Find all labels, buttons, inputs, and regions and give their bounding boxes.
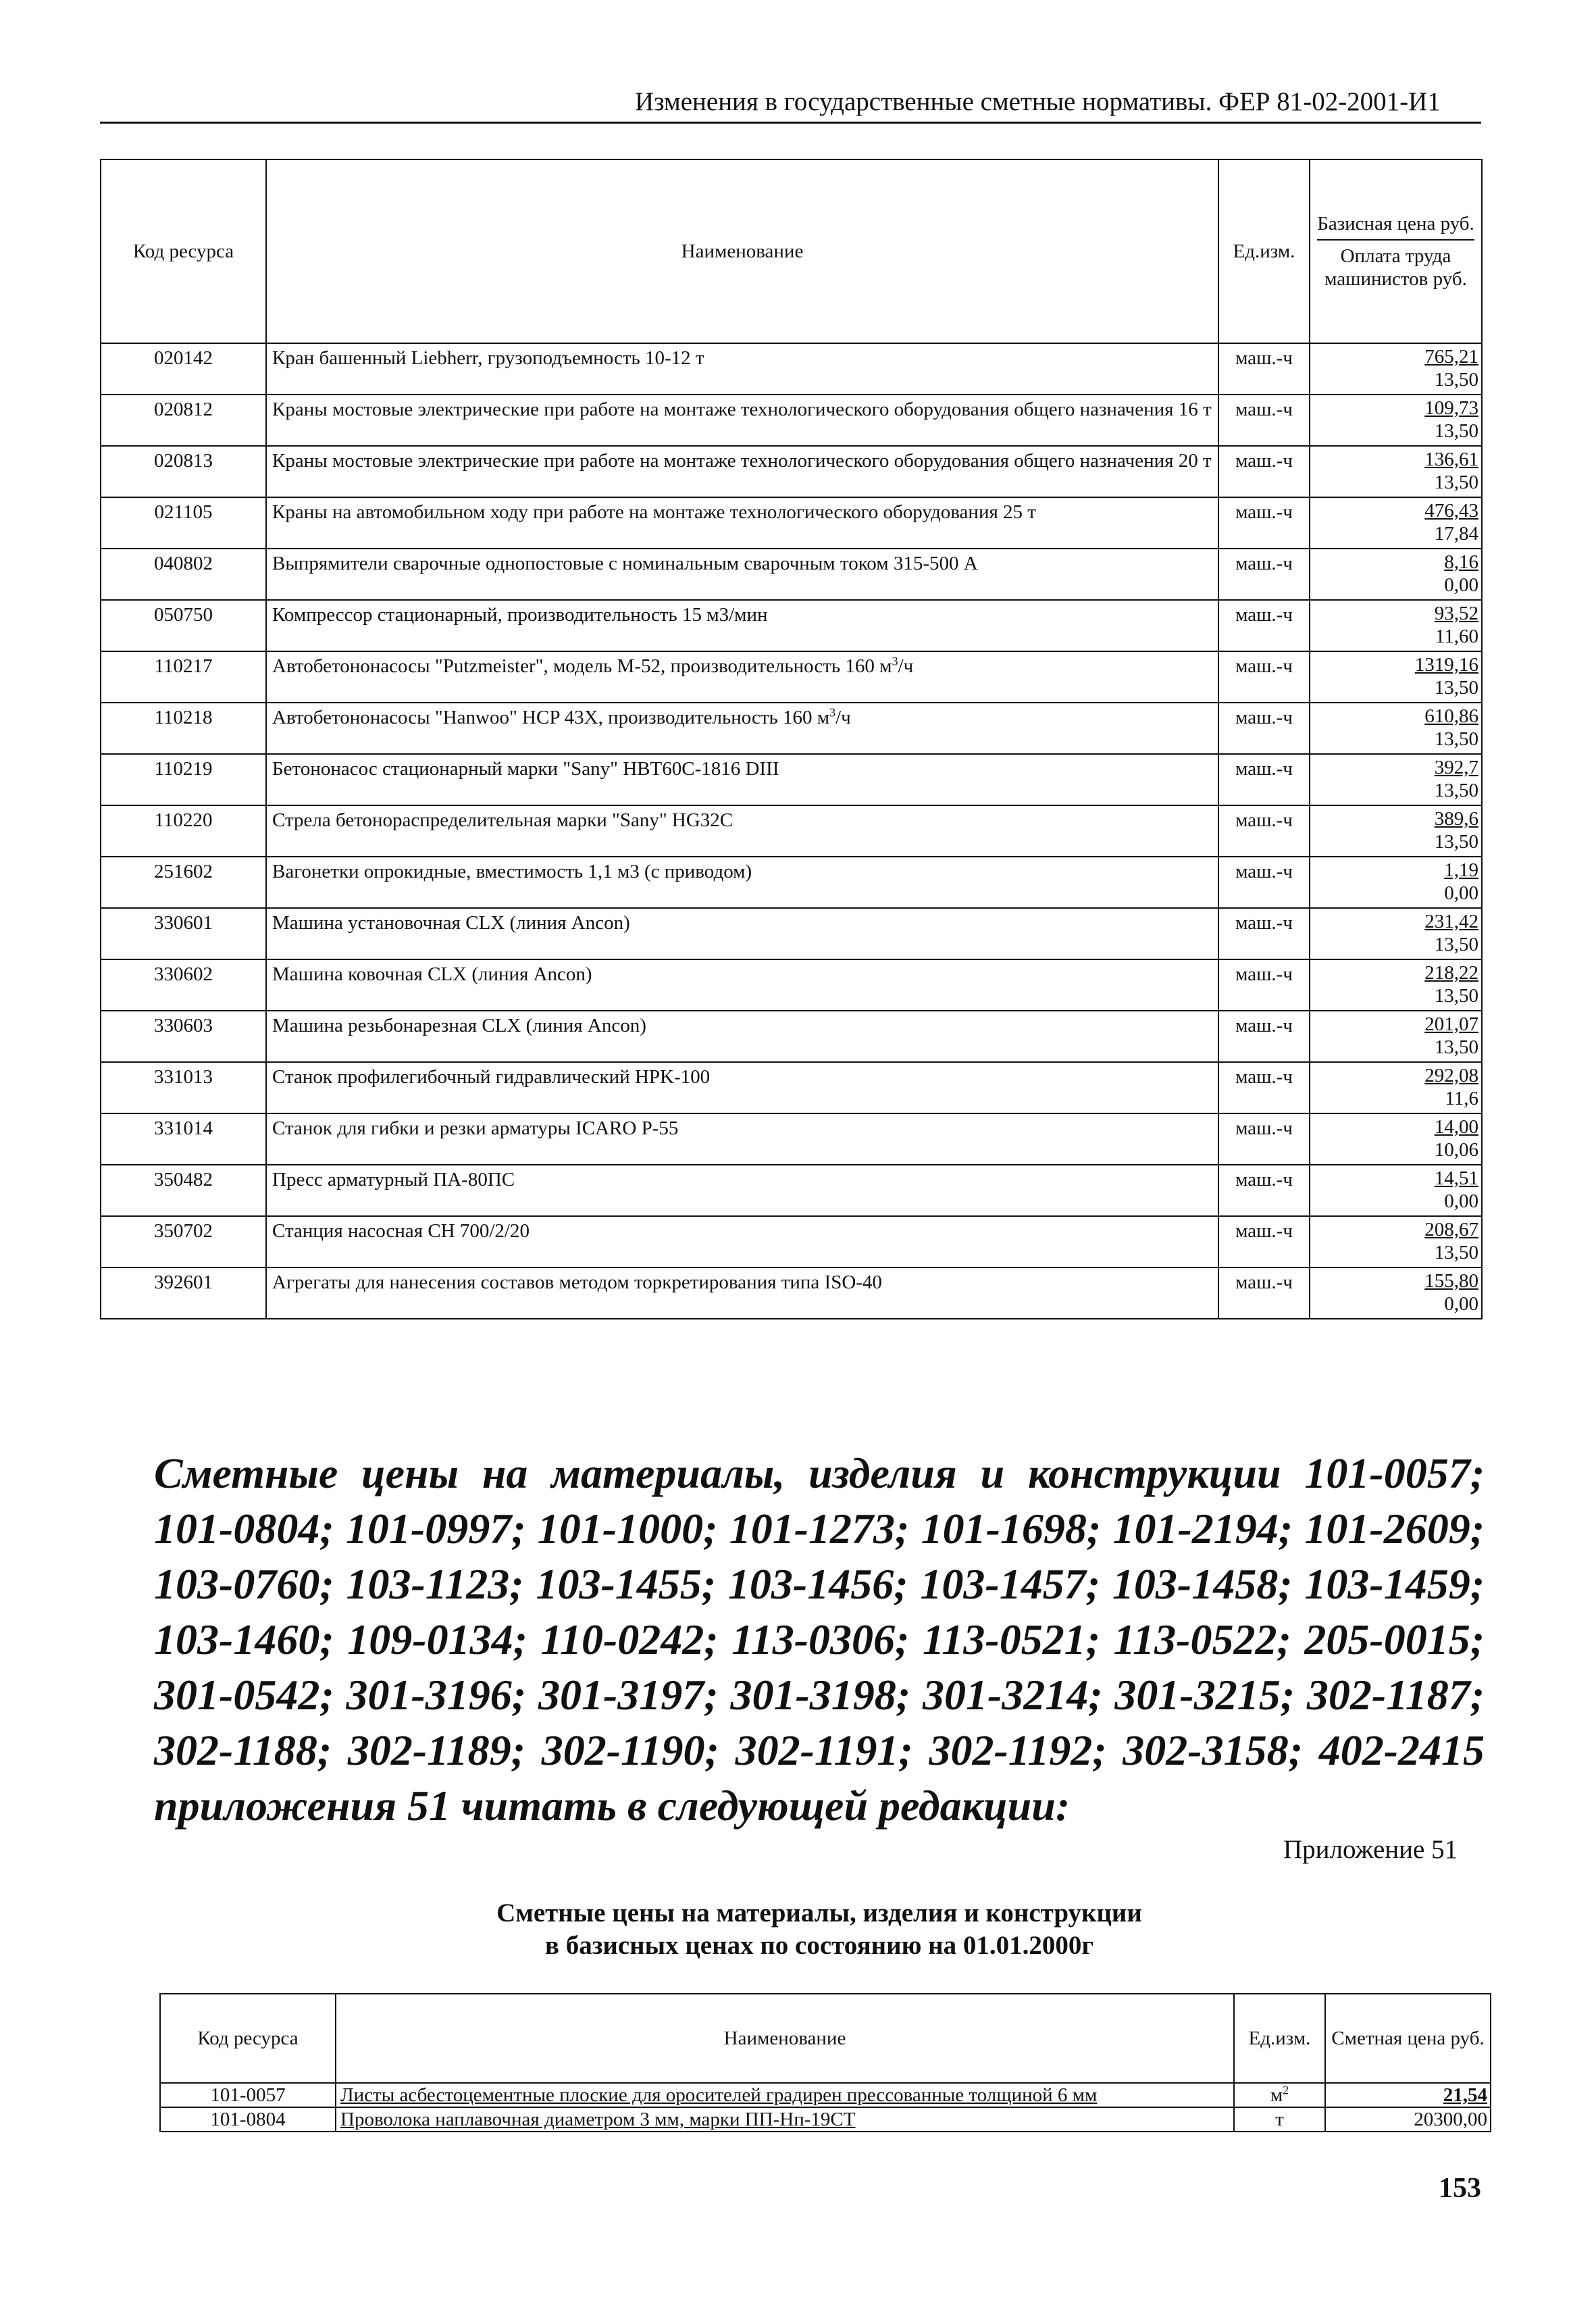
base-price: 218,22 [1424,962,1478,984]
material-code: 101-0804 [160,2107,336,2132]
material-price: 20300,00 [1325,2107,1491,2132]
resource-name-text: Агрегаты для нанесения составов методом торкретирования типа ISO-40 [272,1272,882,1293]
resource-unit: маш.-ч [1218,1267,1310,1319]
resource-price-cell [1310,651,1482,703]
base-price: 389,6 [1434,808,1478,830]
resource-name-text: Пресс арматурный ПА-80ПС [272,1169,515,1190]
base-price: 765,21 [1424,346,1478,368]
table-row [101,805,1482,857]
materials-table-header [160,1994,1491,2083]
operator-labor-cost: 13,50 [1434,728,1478,750]
operator-labor-cost: 13,50 [1434,780,1478,801]
table-row [101,754,1482,805]
resource-code: 331014 [101,1113,266,1165]
material-name: Проволока наплавочная диаметром 3 мм, марки ПП-Нп-19СТ [336,2107,1234,2132]
resource-name-text: Компрессор стационарный, производительность 15 м3/мин [272,604,768,626]
resource-name-text: Кран башенный Liebherr, грузоподъемность 10-12 т [272,347,704,369]
material-price: 21,54 [1325,2083,1491,2107]
section-heading: Сметные цены на материалы, изделия и конструкции 101-0057; 101-0804; 101-0997; 101-1000; 101-1273; 101-1698; 101-2194; 101-2609; 103-0760; 103-1123; 103-1455; 103-1456; 103-1457; 103-1458; 103-1459; 103-1460; 109-0134; 110-0242; 113-0306; 113-0521; 113-0522; 205-0015; 301-0542; 301-3196; 301-3197; 301-3198; 301-3214; 301-3215; 302-1187; 302-1188; 302-1189; 302-1190; 302-1191; 302-1192; 302-3158; 402-2415 приложения 51 читать в следующей редакции: [154,1449,1485,1830]
operator-labor-cost: 13,50 [1434,831,1478,853]
table-row [101,1011,1482,1062]
resource-name-text: Станция насосная СН 700/2/20 [272,1220,530,1242]
resource-name [266,497,1218,549]
resource-name [266,395,1218,446]
resource-name-text: Автобетононасосы "Putzmeister", модель М-52, производительность 160 м [272,655,892,677]
mat-header-code: Код ресурса [160,1994,336,2083]
base-price: 155,80 [1424,1270,1478,1292]
resource-name-sup: 3 [829,705,836,720]
operator-labor-cost: 13,50 [1434,369,1478,391]
resource-name-text: Краны мостовые электрические при работе на монтаже технологического оборудования общего назначения 20 т [272,450,1212,472]
resource-price-cell [1310,1062,1482,1113]
resource-code: 110218 [101,703,266,754]
resource-code: 392601 [101,1267,266,1319]
resource-unit: маш.-ч [1218,497,1310,549]
resource-name-text: Автобетононасосы "Hanwoo" HCP 43X, производительность 160 м [272,707,830,728]
machines-table-header [101,159,1482,343]
resource-price-cell [1310,497,1482,549]
resource-price-cell [1310,1011,1482,1062]
table-row [101,446,1482,497]
resource-name [266,1267,1218,1319]
base-price: 231,42 [1424,911,1478,932]
table-row [101,1165,1482,1216]
resource-name-text: Машина резьбонарезная CLX (линия Ancon) [272,1015,646,1036]
operator-labor-cost: 13,50 [1434,677,1478,699]
table-row [101,497,1482,549]
base-price: 8,16 [1444,551,1478,573]
table-row [101,343,1482,395]
resource-name-tail: /ч [835,707,851,728]
table-row [101,549,1482,600]
resource-name-text: Машина ковочная CLX (линия Ancon) [272,963,592,985]
resource-name [266,651,1218,703]
table-row [160,2083,1491,2107]
resource-code: 330603 [101,1011,266,1062]
header-unit: Ед.изм. [1218,159,1310,343]
resource-unit: маш.-ч [1218,1113,1310,1165]
resource-price-cell [1310,549,1482,600]
operator-labor-cost: 0,00 [1444,574,1478,596]
material-unit [1234,2083,1325,2107]
resource-code: 020142 [101,343,266,395]
resource-unit: маш.-ч [1218,805,1310,857]
resource-name [266,805,1218,857]
page-number: 153 [1439,2173,1481,2204]
mat-header-price: Сметная цена руб. [1325,1994,1491,2083]
table-row [101,703,1482,754]
resource-name-text: Машина установочная CLX (линия Ancon) [272,912,630,934]
resource-name-text: Вагонетки опрокидные, вместимость 1,1 м3 (с приводом) [272,861,752,882]
resource-unit: маш.-ч [1218,1011,1310,1062]
resource-unit: маш.-ч [1218,703,1310,754]
operator-labor-cost: 0,00 [1444,882,1478,904]
resource-price-cell [1310,703,1482,754]
table-row [101,395,1482,446]
operator-labor-cost: 10,06 [1434,1139,1478,1161]
resource-price-cell [1310,754,1482,805]
table-row [101,1062,1482,1113]
materials-table-body [160,2083,1491,2132]
base-price: 109,73 [1424,397,1478,419]
header-name: Наименование [266,159,1218,343]
running-header: Изменения в государственные сметные нормативы. ФЕР 81-02-2001-И1 [635,87,1441,116]
resource-price-cell [1310,908,1482,959]
table-row [101,959,1482,1011]
resource-unit: маш.-ч [1218,651,1310,703]
header-rule [100,122,1481,124]
resource-price-cell [1310,1165,1482,1216]
base-price: 136,61 [1424,449,1478,470]
resource-unit: маш.-ч [1218,446,1310,497]
resource-name-text: Стрела бетонораспределительная марки "Sany" HG32C [272,809,733,831]
resource-code: 110217 [101,651,266,703]
table-row [101,1216,1482,1267]
base-price: 1,19 [1444,859,1478,881]
resource-price-cell [1310,959,1482,1011]
operator-labor-cost: 13,50 [1434,472,1478,493]
resource-price-cell [1310,600,1482,651]
material-code: 101-0057 [160,2083,336,2107]
header-price [1310,159,1482,343]
operator-labor-cost: 13,50 [1434,420,1478,442]
resource-name-text: Выпрямители сварочные однопостовые с номинальным сварочным током 315-500 А [272,553,978,574]
resource-name [266,908,1218,959]
resource-unit: маш.-ч [1218,959,1310,1011]
header-price-base: Базисная цена руб. [1317,213,1474,234]
resource-unit: маш.-ч [1218,908,1310,959]
resource-name [266,754,1218,805]
resource-name [266,343,1218,395]
resource-name [266,446,1218,497]
resource-name [266,1216,1218,1267]
resource-unit: маш.-ч [1218,1216,1310,1267]
operator-labor-cost: 11,60 [1435,626,1478,647]
mat-header-name: Наименование [336,1994,1234,2083]
operator-labor-cost: 13,50 [1434,1242,1478,1263]
table-row [101,1113,1482,1165]
resource-name-text: Станок профилегибочный гидравлический HPK-100 [272,1066,711,1088]
resource-name-sup: 3 [892,654,898,668]
resource-price-cell [1310,857,1482,908]
resource-name-text: Краны на автомобильном ходу при работе на монтаже технологического оборудования 25 т [272,501,1036,523]
operator-labor-cost: 0,00 [1444,1293,1478,1315]
resource-code: 330602 [101,959,266,1011]
resource-unit: маш.-ч [1218,1062,1310,1113]
table-row [101,651,1482,703]
resource-unit: маш.-ч [1218,600,1310,651]
operator-labor-cost: 0,00 [1444,1190,1478,1212]
subtitle-line-1: Сметные цены на материалы, изделия и конструкции [496,1898,1142,1928]
base-price: 14,51 [1434,1167,1478,1189]
base-price: 208,67 [1424,1219,1478,1240]
appendix-label: Приложение 51 [1283,1835,1458,1864]
base-price: 610,86 [1424,705,1478,727]
mat-header-unit: Ед.изм. [1234,1994,1325,2083]
materials-table [159,1993,1491,2132]
resource-code: 050750 [101,600,266,651]
material-unit-sup: 2 [1283,2083,1289,2097]
resource-code: 330601 [101,908,266,959]
resource-code: 350702 [101,1216,266,1267]
resource-name [266,1165,1218,1216]
resource-name-tail: /ч [898,655,914,677]
material-unit [1234,2107,1325,2132]
resource-unit: маш.-ч [1218,395,1310,446]
table-row [101,600,1482,651]
base-price: 476,43 [1424,500,1478,522]
resource-price-cell [1310,446,1482,497]
resource-code: 020812 [101,395,266,446]
header-price-divider [1317,239,1474,241]
resource-code: 021105 [101,497,266,549]
resource-unit: маш.-ч [1218,549,1310,600]
resource-name [266,549,1218,600]
material-unit-text: т [1275,2109,1284,2130]
resource-unit: маш.-ч [1218,1165,1310,1216]
table-row [101,857,1482,908]
resource-unit: маш.-ч [1218,343,1310,395]
resource-price-cell [1310,343,1482,395]
base-price: 292,08 [1424,1065,1478,1086]
machines-table-body [101,343,1482,1319]
operator-labor-cost: 11,6 [1445,1088,1478,1109]
base-price: 14,00 [1434,1116,1478,1138]
resource-name [266,1113,1218,1165]
table-subtitle [154,1897,1485,1962]
resource-name [266,857,1218,908]
base-price: 1319,16 [1414,654,1478,676]
table-row [101,908,1482,959]
resource-name [266,1011,1218,1062]
operator-labor-cost: 13,50 [1434,1036,1478,1058]
resource-price-cell [1310,1216,1482,1267]
resource-name [266,600,1218,651]
base-price: 201,07 [1424,1013,1478,1035]
resource-name-text: Станок для гибки и резки арматуры ICARO P-55 [272,1117,679,1139]
resource-name-text: Краны мостовые электрические при работе на монтаже технологического оборудования общего назначения 16 т [272,399,1212,420]
resource-name [266,959,1218,1011]
table-row [160,2107,1491,2132]
operator-labor-cost: 17,84 [1434,523,1478,545]
base-price: 93,52 [1434,603,1478,624]
header-price-labor: Оплата труда машинистов руб. [1324,245,1467,290]
material-unit-text: м [1270,2084,1283,2106]
subtitle-line-2: в базисных ценах по состоянию на 01.01.2000г [544,1931,1094,1960]
resource-price-cell [1310,395,1482,446]
resource-unit: маш.-ч [1218,857,1310,908]
resource-unit: маш.-ч [1218,754,1310,805]
resource-price-cell [1310,805,1482,857]
resource-code: 251602 [101,857,266,908]
base-price: 392,7 [1434,757,1478,778]
resource-code: 350482 [101,1165,266,1216]
resource-price-cell [1310,1267,1482,1319]
operator-labor-cost: 13,50 [1434,934,1478,955]
resource-code: 110220 [101,805,266,857]
operator-labor-cost: 13,50 [1434,985,1478,1007]
resource-code: 110219 [101,754,266,805]
machines-table [100,159,1483,1319]
resource-name [266,1062,1218,1113]
resource-code: 020813 [101,446,266,497]
resource-name-text: Бетононасос стационарный марки "Sany" HBT60C-1816 DIII [272,758,779,780]
table-row [101,1267,1482,1319]
resource-price-cell [1310,1113,1482,1165]
resource-code: 331013 [101,1062,266,1113]
resource-code: 040802 [101,549,266,600]
header-code: Код ресурса [101,159,266,343]
resource-name [266,703,1218,754]
material-name: Листы асбестоцементные плоские для оросителей градирен прессованные толщиной 6 мм [336,2083,1234,2107]
